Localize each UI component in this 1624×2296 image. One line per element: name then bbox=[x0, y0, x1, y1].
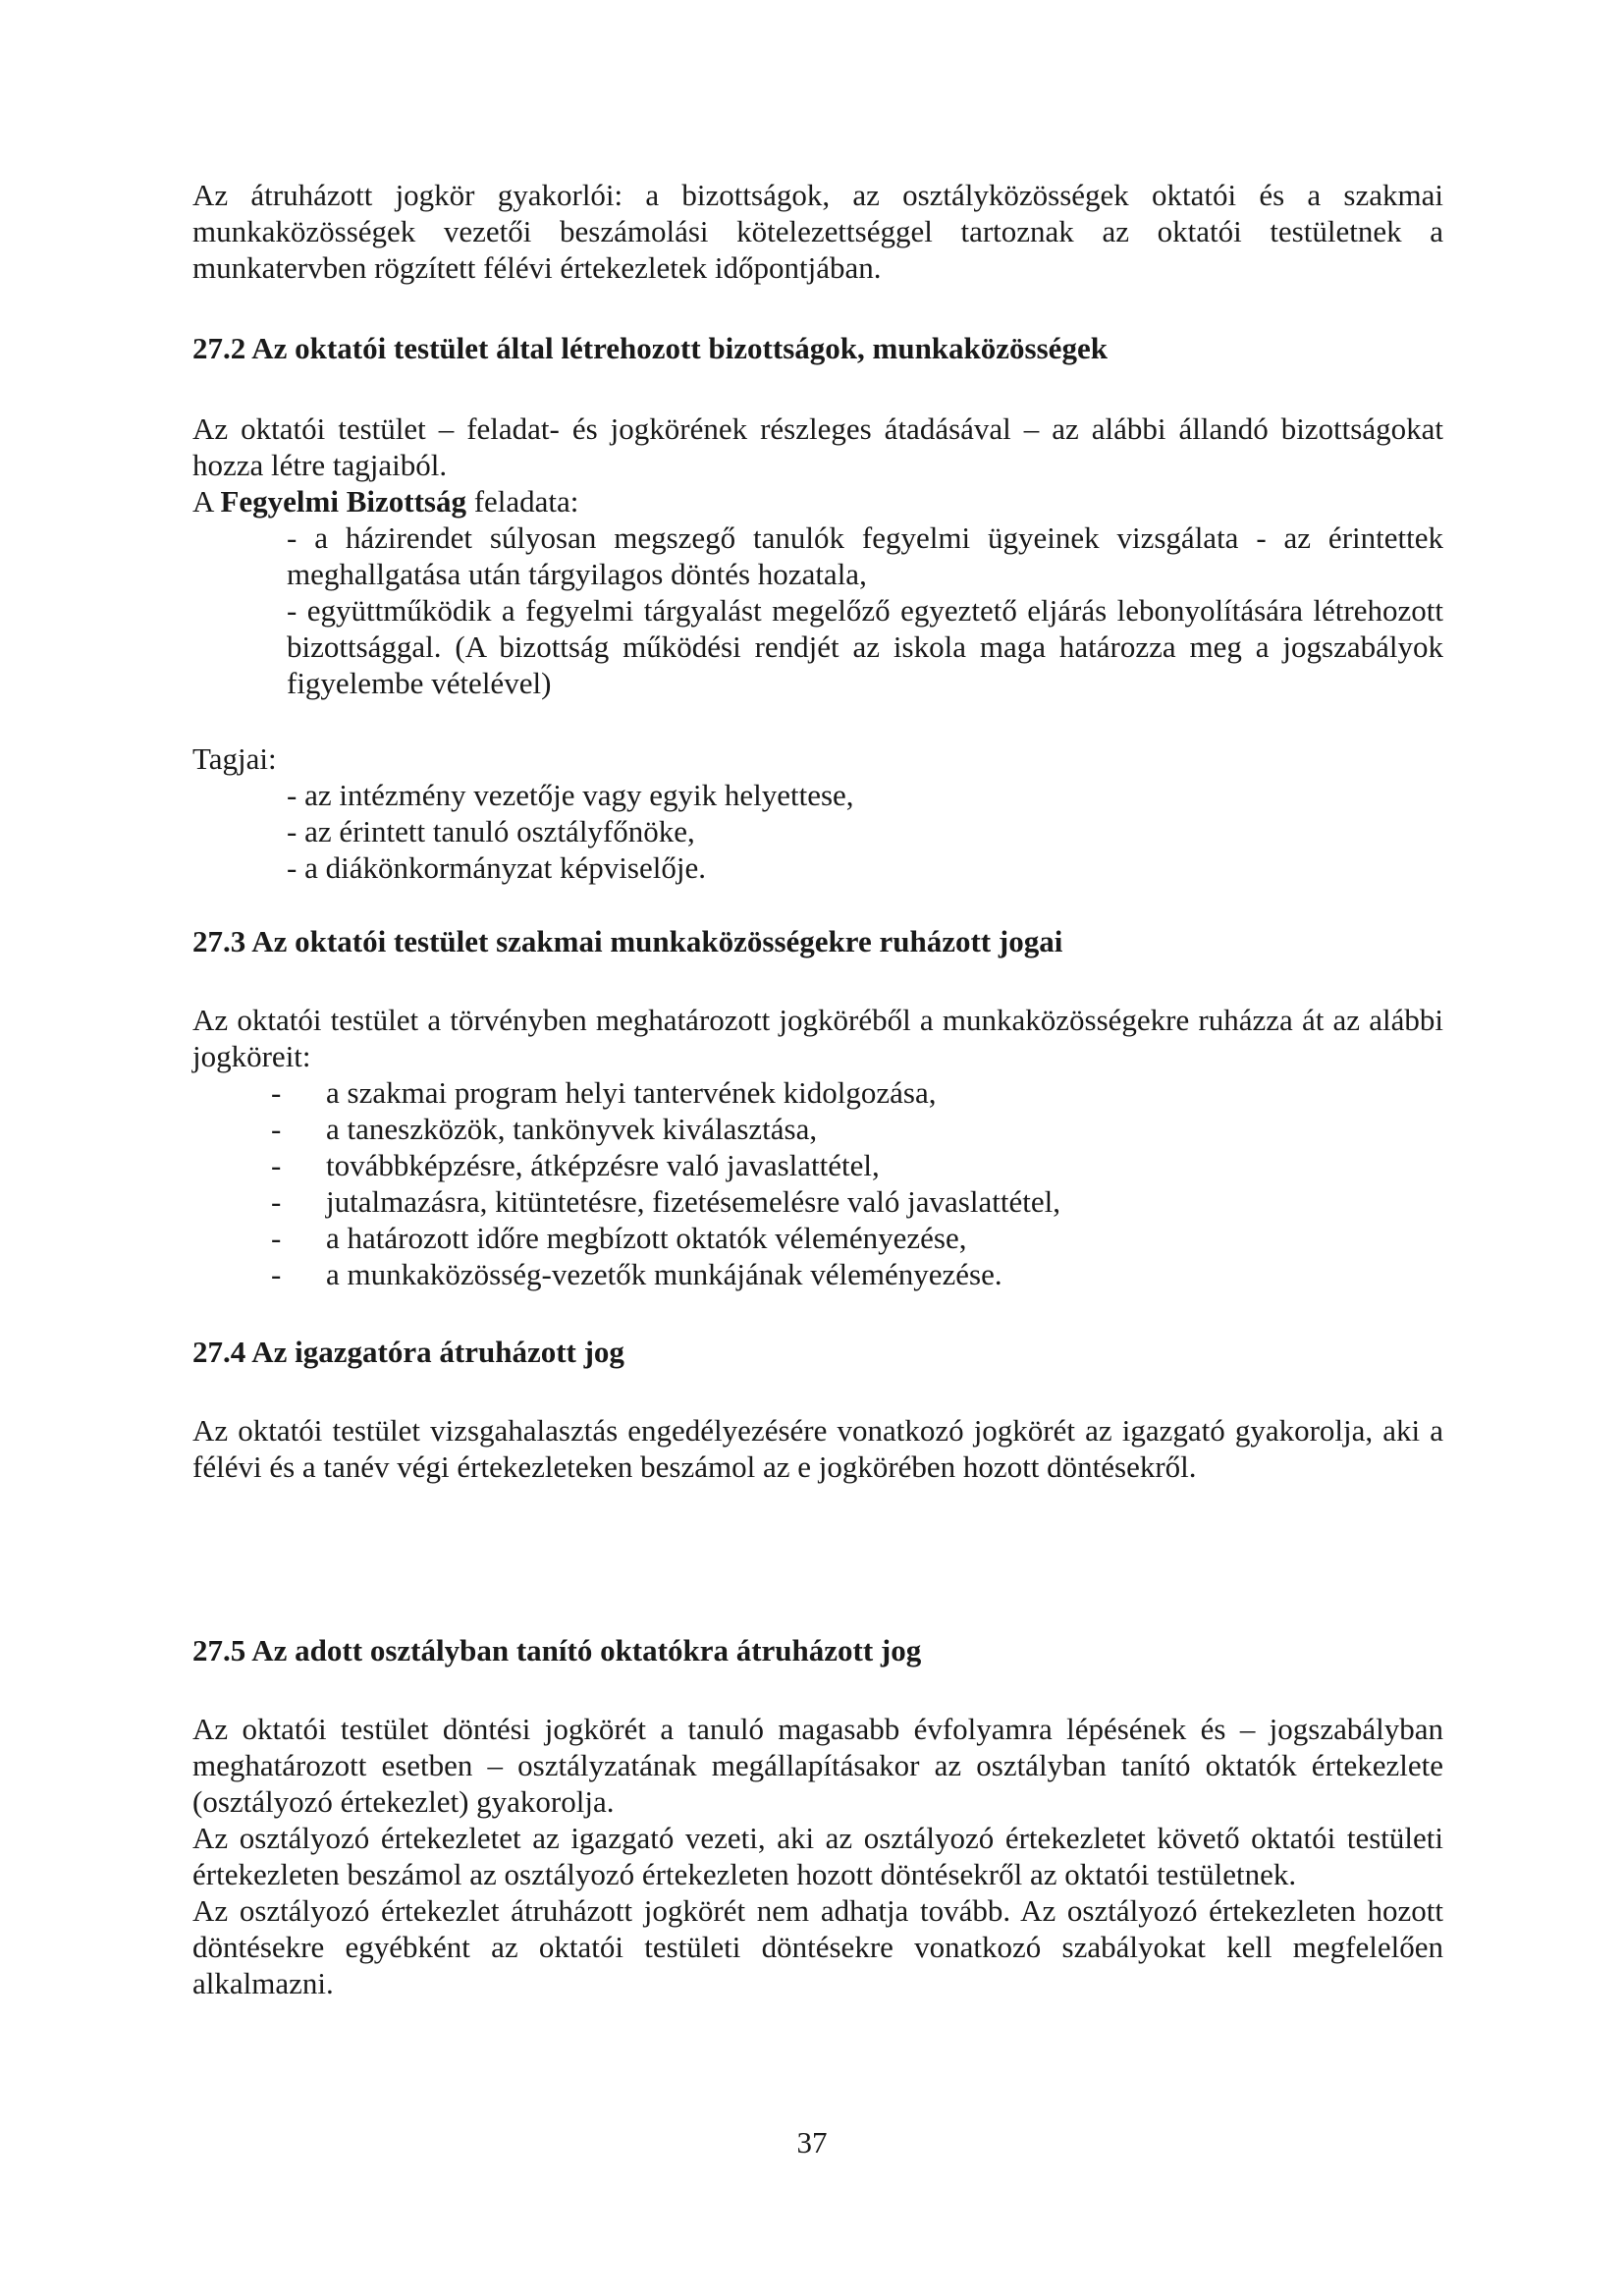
page-number: 37 bbox=[796, 2125, 828, 2159]
section-27-4-heading: 27.4 Az igazgatóra átruházott jog bbox=[192, 1335, 624, 1369]
right-item bbox=[192, 1183, 1443, 1220]
dash-bullet: - bbox=[271, 1112, 282, 1146]
committee-task-item: - együttműködik a fegyelmi tárgyalást megelőző egyeztető eljárás lebonyolítására létrehozott bizottsággal. (A bizottság működési rendjét az iskola maga határozza meg a jogszabályok figyelembe vételével) bbox=[287, 593, 1443, 700]
committee-prefix: A bbox=[192, 484, 221, 519]
intro-paragraph: Az átruházott jogkör gyakorlói: a bizottságok, az osztályközösségek oktatói és a szakmai munkaközösségek vezetői beszámolási kötelezettséggel tartoznak az oktatói testületnek a munkatervben rögzített félévi értekezletek időpontjában. bbox=[192, 178, 1443, 285]
section-27-4-paragraph: Az oktatói testület vizsgahalasztás engedélyezésére vonatkozó jogkörét az igazgató gyakorolja, aki a félévi és a tanév végi értekezleteken beszámol az e jogkörében hozott döntésekről. bbox=[192, 1413, 1443, 1484]
committee-name: Fegyelmi Bizottság bbox=[220, 484, 466, 519]
dash-bullet: - bbox=[271, 1257, 282, 1291]
dash-bullet: - bbox=[271, 1148, 282, 1182]
right-text: a munkaközösség-vezetők munkájának véleményezése. bbox=[326, 1257, 1002, 1291]
dash-bullet: - bbox=[271, 1075, 282, 1110]
right-item bbox=[192, 1074, 1443, 1111]
right-text: a taneszközök, tankönyvek kiválasztása, bbox=[326, 1112, 818, 1146]
dash-bullet: - bbox=[271, 1221, 282, 1255]
committee-tasks-list bbox=[192, 519, 1443, 701]
right-text: a határozott időre megbízott oktatók véleményezése, bbox=[326, 1221, 967, 1255]
members-list bbox=[192, 777, 1443, 886]
right-item bbox=[192, 1220, 1443, 1256]
members-label: Tagjai: bbox=[192, 741, 277, 776]
committee-suffix: feladata: bbox=[465, 484, 579, 519]
section-27-5-paragraph: Az osztályozó értekezletet az igazgató vezeti, aki az osztályozó értekezletet követő oktatói testületi értekezleten beszámol az osztályozó értekezleten hozott döntésekről az oktatói testületnek. bbox=[192, 1821, 1443, 1891]
section-27-3-paragraph: Az oktatói testület a törvényben meghatározott jogköréből a munkaközösségekre ruházza át az alábbi jogköreit: bbox=[192, 1003, 1443, 1073]
right-item bbox=[192, 1111, 1443, 1147]
member-item: - a diákönkormányzat képviselője. bbox=[287, 850, 706, 885]
member-item: - az érintett tanuló osztályfőnöke, bbox=[287, 814, 695, 848]
section-27-3-heading: 27.3 Az oktatói testület szakmai munkaközösségekre ruházott jogai bbox=[192, 924, 1063, 958]
section-27-5-heading: 27.5 Az adott osztályban tanító oktatókra átruházott jog bbox=[192, 1633, 922, 1667]
right-text: a szakmai program helyi tantervének kidolgozása, bbox=[326, 1075, 937, 1110]
committee-intro bbox=[192, 483, 1443, 519]
right-item bbox=[192, 1147, 1443, 1183]
delegated-rights-list bbox=[192, 1074, 1443, 1292]
section-27-2-heading: 27.2 Az oktatói testület által létrehozott bizottságok, munkaközösségek bbox=[192, 331, 1108, 365]
section-27-5-paragraph: Az oktatói testület döntési jogkörét a tanuló magasabb évfolyamra lépésének és – jogszabályban meghatározott esetben – osztályzatának megállapításakor az osztályban tanító oktatók értekezlete (osztályozó értekezlet) gyakorolja. bbox=[192, 1712, 1443, 1819]
document-page bbox=[192, 177, 1443, 2001]
right-text: jutalmazásra, kitüntetésre, fizetésemelésre való javaslattétel, bbox=[326, 1184, 1060, 1219]
member-item: - az intézmény vezetője vagy egyik helyettese, bbox=[287, 778, 854, 812]
right-item bbox=[192, 1256, 1443, 1292]
section-27-5-paragraph: Az osztályozó értekezlet átruházott jogkörét nem adhatja tovább. Az osztályozó értekezleten hozott döntésekre egyébként az oktatói testületi döntésekre vonatkozó szabályokat kell megfelelően alkalmazni. bbox=[192, 1893, 1443, 2000]
right-text: továbbképzésre, átképzésre való javaslattétel, bbox=[326, 1148, 880, 1182]
section-27-2-paragraph: Az oktatói testület – feladat- és jogkörének részleges átadásával – az alábbi állandó bizottságokat hozza létre tagjaiból. bbox=[192, 411, 1443, 482]
dash-bullet: - bbox=[271, 1184, 282, 1219]
committee-task-item: - a házirendet súlyosan megszegő tanulók fegyelmi ügyeinek vizsgálata - az érintettek meghallgatása után tárgyilagos döntés hozatala, bbox=[287, 520, 1443, 591]
